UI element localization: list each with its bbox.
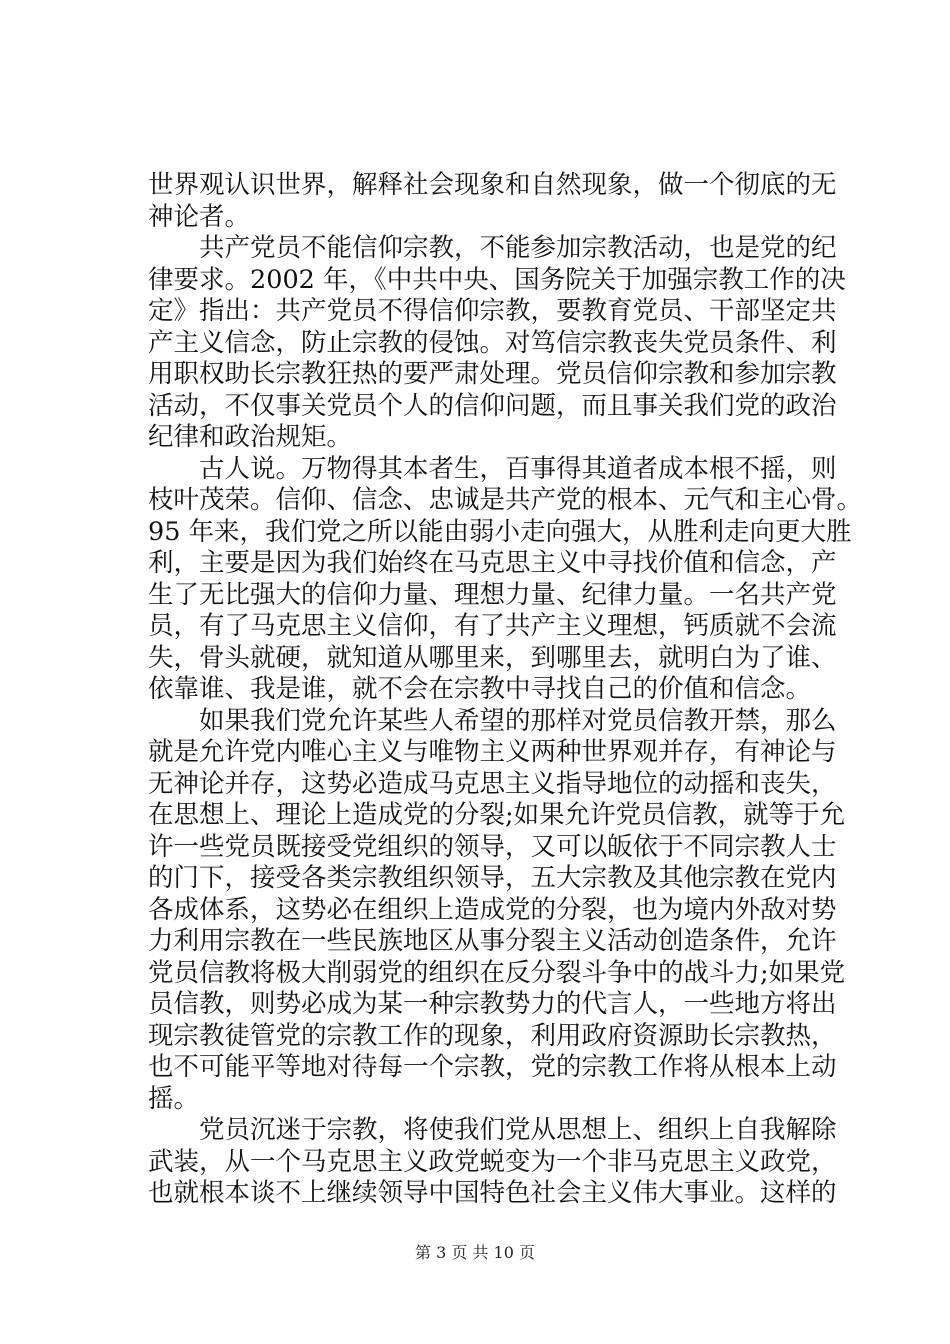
body-text-line: 武装，从一个马克思主义政党蜕变为一个非马克思主义政党， <box>148 1146 837 1177</box>
body-text-line: 失，骨头就硬，就知道从哪里来，到哪里去，就明白为了谁、 <box>148 642 837 673</box>
body-text-line: 共产党员不能信仰宗教，不能参加宗教活动，也是党的纪 <box>148 233 837 264</box>
body-text-line: 许一些党员既接受党组织的领导，又可以皈依于不同宗教人士 <box>148 831 837 862</box>
body-text-line: 律要求。2002 年，《中共中央、国务院关于加强宗教工作的决 <box>148 264 846 295</box>
body-text-line: 党员信教将极大削弱党的组织在反分裂斗争中的战斗力;如果党 <box>148 957 846 988</box>
body-text-line: 枝叶茂荣。信仰、信念、忠诚是共产党的根本、元气和主心骨。 <box>148 485 863 516</box>
body-text-line: 活动，不仅事关党员个人的信仰问题，而且事关我们党的政治 <box>148 390 837 421</box>
body-text-line: 就是允许党内唯心主义与唯物主义两种世界观并存，有神论与 <box>148 737 837 768</box>
body-text-line: 的门下，接受各类宗教组织领导，五大宗教及其他宗教在党内 <box>148 863 837 894</box>
body-text-line: 现宗教徒管党的宗教工作的现象，利用政府资源助长宗教热， <box>148 1020 837 1051</box>
body-text-line: 世界观认识世界，解释社会现象和自然现象，做一个彻底的无 <box>148 170 837 200</box>
body-text-line: 如果我们党允许某些人希望的那样对党员信教开禁，那么 <box>148 705 837 736</box>
body-text-line: 也就根本谈不上继续领导中国特色社会主义伟大事业。这样的 <box>148 1178 837 1209</box>
body-text-line: 产主义信念，防止宗教的侵蚀。对笃信宗教丧失党员条件、利 <box>148 327 837 358</box>
body-text-line: 古人说。万物得其本者生，百事得其道者成本根不摇，则 <box>148 453 837 484</box>
body-text-line: 利，主要是因为我们始终在马克思主义中寻找价值和信念，产 <box>148 548 837 579</box>
body-text-line: 各成体系，这势必在组织上造成党的分裂，也为境内外敌对势 <box>148 894 837 925</box>
body-text-line: 在思想上、理论上造成党的分裂;如果允许党员信教，就等于允 <box>148 800 846 831</box>
body-text-line: 依靠谁、我是谁，就不会在宗教中寻找自己的价值和信念。 <box>148 674 812 705</box>
body-text-line: 纪律和政治规矩。 <box>148 422 353 453</box>
body-text-line: 力利用宗教在一些民族地区从事分裂主义活动创造条件，允许 <box>148 926 837 957</box>
body-text-line: 党员沉迷于宗教，将使我们党从思想上、组织上自我解除 <box>148 1115 837 1146</box>
body-text-line: 生了无比强大的信仰力量、理想力量、纪律力量。一名共产党 <box>148 579 837 610</box>
body-text-line: 神论者。 <box>148 201 251 232</box>
body-text-line: 也不可能平等地对待每一个宗教，党的宗教工作将从根本上动 <box>148 1052 837 1083</box>
body-text-line: 95 年来，我们党之所以能由弱小走向强大，从胜利走向更大胜 <box>148 516 852 547</box>
body-text-line: 员信教，则势必成为某一种宗教势力的代言人，一些地方将出 <box>148 989 837 1020</box>
page-number-footer: 第 3 页 共 10 页 <box>415 1243 535 1262</box>
body-text-line: 定》指出：共产党员不得信仰宗教，要教育党员、干部坚定共 <box>148 296 837 327</box>
body-text-line: 摇。 <box>148 1083 200 1114</box>
body-text-line: 无神论并存，这势必造成马克思主义指导地位的动摇和丧失， <box>148 768 837 799</box>
body-text-line: 用职权助长宗教狂热的要严肃处理。党员信仰宗教和参加宗教 <box>148 359 837 390</box>
body-text-line: 员，有了马克思主义信仰，有了共产主义理想，钙质就不会流 <box>148 611 837 642</box>
